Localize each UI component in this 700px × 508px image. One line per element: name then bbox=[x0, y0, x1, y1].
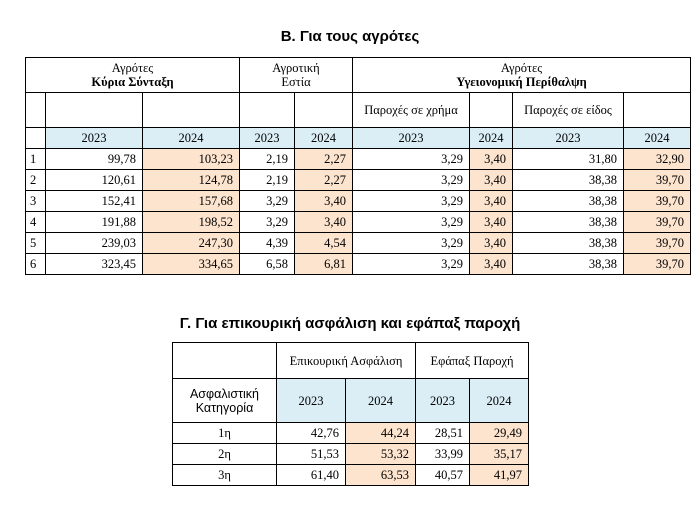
header-agri-hearth: Αγροτική Εστία bbox=[240, 58, 353, 93]
table-row: 1 99,78 103,23 2,19 2,27 3,29 3,40 31,80 32,90 bbox=[26, 149, 691, 170]
header-supplementary-insurance: Επικουρική Ασφάλιση bbox=[277, 343, 416, 379]
header-insurance-category: Ασφαλιστική Κατηγορία bbox=[173, 379, 277, 423]
year-header: 2023 bbox=[416, 379, 470, 423]
table-row: 1η 42,76 44,24 28,51 29,49 bbox=[173, 423, 529, 444]
table-row: 3η 61,40 63,53 40,57 41,97 bbox=[173, 465, 529, 486]
year-header: 2023 bbox=[353, 128, 470, 149]
header-health-care: Αγρότες Υγειονομική Περίθαλψη bbox=[353, 58, 691, 93]
year-header: 2023 bbox=[277, 379, 346, 423]
year-header: 2024 bbox=[470, 379, 529, 423]
year-header: 2024 bbox=[624, 128, 691, 149]
header-kind-benefits: Παροχές σε είδος bbox=[513, 93, 624, 128]
year-header: 2024 bbox=[143, 128, 240, 149]
year-header: 2024 bbox=[295, 128, 353, 149]
table-row: 5 239,03 247,30 4,39 4,54 3,29 3,40 38,38 39,70 bbox=[26, 233, 691, 254]
table-row: 3 152,41 157,68 3,29 3,40 3,29 3,40 38,38 39,70 bbox=[26, 191, 691, 212]
header-lump-sum: Εφάπαξ Παροχή bbox=[416, 343, 529, 379]
year-header: 2023 bbox=[513, 128, 624, 149]
year-header: 2024 bbox=[346, 379, 416, 423]
header-main-pension: Αγρότες Κύρια Σύνταξη bbox=[26, 58, 240, 93]
table-row: 2 120,61 124,78 2,19 2,27 3,29 3,40 38,38 39,70 bbox=[26, 170, 691, 191]
section-b-title: Β. Για τους αγρότες bbox=[280, 28, 420, 45]
header-cash-benefits: Παροχές σε χρήμα bbox=[353, 93, 470, 128]
supplementary-lump-sum-table bbox=[172, 342, 529, 486]
year-header: 2023 bbox=[46, 128, 143, 149]
table-row: 2η 51,53 53,32 33,99 35,17 bbox=[173, 444, 529, 465]
table-row: 4 191,88 198,52 3,29 3,40 3,29 3,40 38,38 39,70 bbox=[26, 212, 691, 233]
year-header: 2023 bbox=[240, 128, 295, 149]
section-c-title: Γ. Για επικουρική ασφάλιση και εφάπαξ παροχή bbox=[179, 315, 521, 332]
year-header: 2024 bbox=[470, 128, 513, 149]
table-row: 6 323,45 334,65 6,58 6,81 3,29 3,40 38,38 39,70 bbox=[26, 254, 691, 275]
farmers-table bbox=[25, 57, 691, 275]
